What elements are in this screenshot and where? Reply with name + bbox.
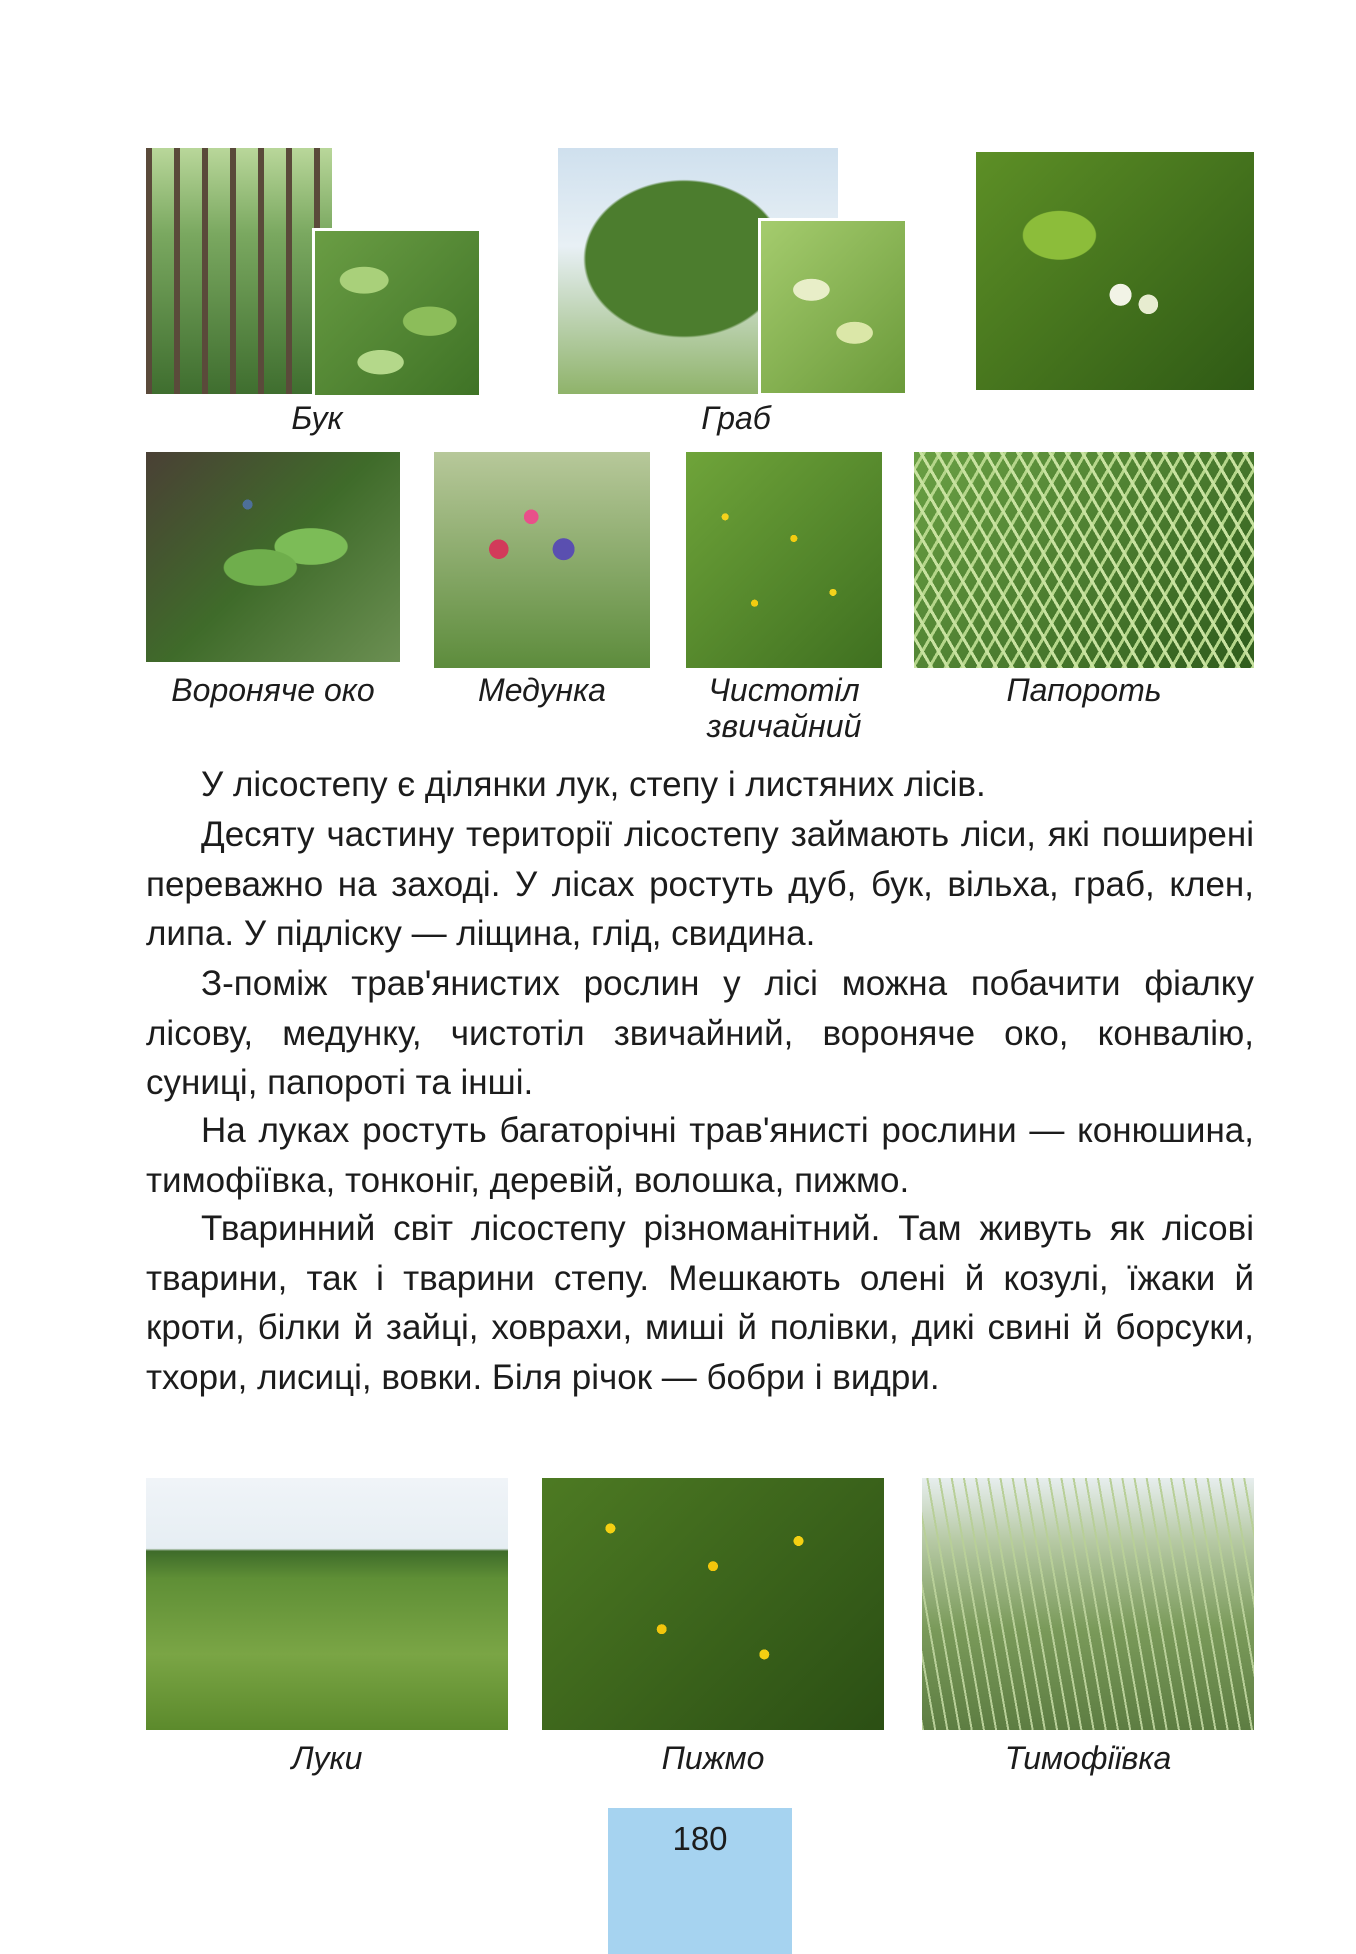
- caption-crow-eye: Вороняче око: [171, 672, 375, 708]
- paragraph-2: Десяту частину території лісостепу займають ліси, які поширені переважно на заході. У лісах ростуть дуб, бук, вільха, граб, клен, липа. У підліску — ліщина, глід, свидина.: [146, 815, 1254, 953]
- paragraph-4: На луках ростуть багаторічні трав'янисті рослини — конюшина, тимофіївка, тонконіг, деревій, волошка, пижмо.: [146, 1111, 1254, 1200]
- timothy-photo: [922, 1478, 1254, 1730]
- tansy-photo: [542, 1478, 884, 1730]
- paragraph-3: З-поміж трав'янистих рослин у лісі можна побачити фіалку лісову, медунку, чистотіл звичайний, вороняче око, конвалію, суниці, папороті та інші.: [146, 964, 1254, 1102]
- caption-beech: Бук: [291, 400, 343, 436]
- caption-fern: Папороть: [1006, 672, 1162, 708]
- crow-eye-photo: [146, 452, 400, 662]
- hornbeam-leaves-photo: [758, 218, 908, 396]
- fern-photo: [914, 452, 1254, 668]
- caption-celandine-line2: звичайний: [706, 708, 862, 744]
- caption-timothy: Тимофіївка: [1004, 1740, 1172, 1776]
- celandine-photo: [686, 452, 882, 668]
- caption-hornbeam: Граб: [701, 400, 771, 436]
- caption-meadow: Луки: [291, 1740, 363, 1776]
- beech-forest-photo: [146, 148, 332, 394]
- caption-tansy: Пижмо: [661, 1740, 765, 1776]
- paragraph-5: Тваринний світ лісостепу різноманітний. Там живуть як лісові тварини, так і тварини степу. Мешкають олені й козулі, їжаки й кроти, білки й зайці, ховрахи, миші й полівки, дикі свині й борсуки, тхори, лисиці, вовки. Біля річок — бобри і видри.: [146, 1209, 1254, 1397]
- paragraph-1: У лісостепу є ділянки лук, степу і листяних лісів.: [201, 765, 986, 804]
- beech-leaves-photo: [312, 228, 482, 398]
- caption-lungwort: Медунка: [478, 672, 606, 708]
- lungwort-photo: [434, 452, 650, 668]
- meadow-photo: [146, 1478, 508, 1730]
- caption-celandine-line1: Чистотіл: [708, 672, 860, 708]
- page-number: 180: [672, 1820, 728, 1857]
- hazel-photo: [976, 152, 1254, 390]
